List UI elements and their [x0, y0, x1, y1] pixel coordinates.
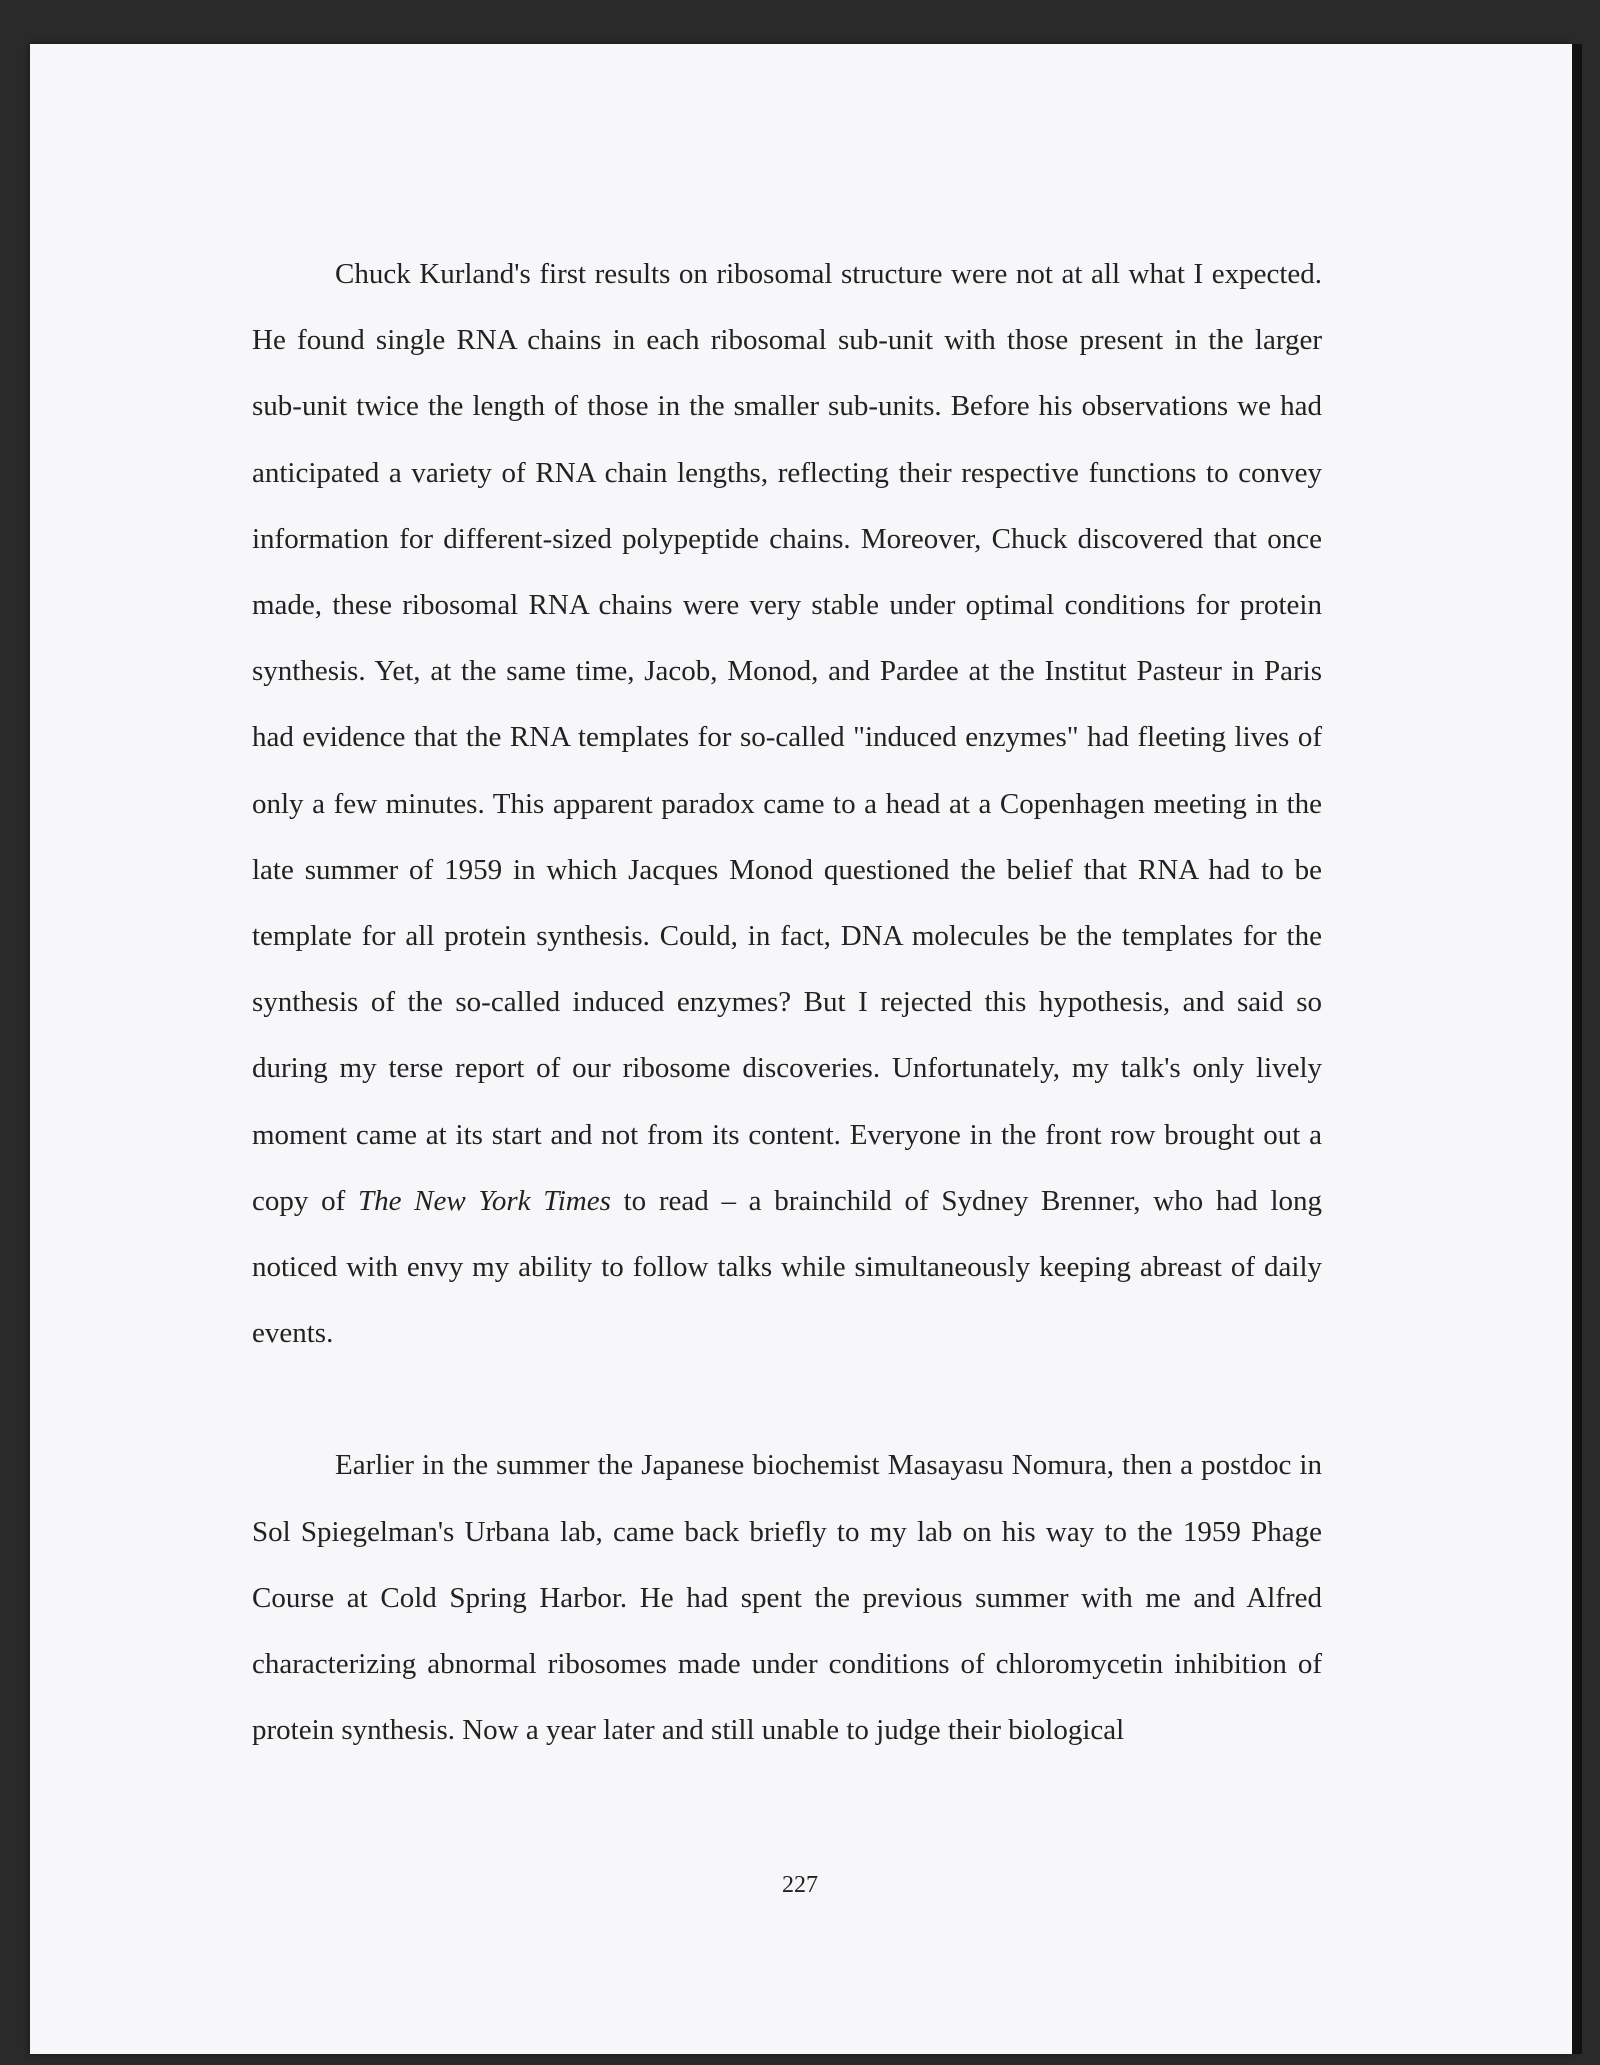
page-edge-shadow [1572, 44, 1582, 2054]
paragraph-2: Earlier in the summer the Japanese biochemist Masayasu Nomura, then a postdoc in Sol Spiegelman's Urbana lab, came back briefly to my lab on his way to the 1959 Phage Course at Cold Spring Harbor. He had spent the previous summer with me and Alfred characterizing abnormal ribosomes made under conditions of chloromycetin inhibition of protein synthesis. Now a year later and still unable to judge their biological [252, 1449, 1322, 1747]
page-number: 227 [782, 1872, 818, 1898]
paragraph-1-text-start: Chuck Kurland's first results on ribosomal structure were not at all what I expected. He found single RNA chains in each ribosomal sub-unit with those present in the larger sub-unit twice the length of those in the smaller sub-units. Before his observations we had anticipated a variety of RNA chain lengths, reflecting their respective functions to convey information for different-sized polypeptide chains. Moreover, Chuck discovered that once made, these ribosomal RNA chains were very stable under optimal conditions for protein synthesis. Yet, at the same time, Jacob, Monod, and Pardee at the Institut Pasteur in Paris had evidence that the RNA templates for so-called "induced enzymes" had fleeting lives of only a few minutes. This apparent paradox came to a head at a Copenhagen meeting in the late summer of 1959 in which Jacques Monod questioned the belief that RNA had to be template for all protein synthesis. Could, in fact, DNA molecules be the templates for the synthesis of the so-called induced enzymes? But I rejected this hypothesis, and said so during my terse report of our ribosome discoveries. Unfortunately, my talk's only lively moment came at its start and not from its content. Everyone in the front row brought out a copy of [252, 258, 1322, 1217]
paragraph-1 [252, 241, 1322, 1366]
newspaper-title: The New York Times [357, 1184, 611, 1217]
paragraph-1-text-end: to read – a brainchild of Sydney Brenner, who had long noticed with envy my ability to follow talks while simultaneously keeping abreast of daily events. [252, 1184, 1323, 1350]
body-text [252, 241, 1322, 1763]
